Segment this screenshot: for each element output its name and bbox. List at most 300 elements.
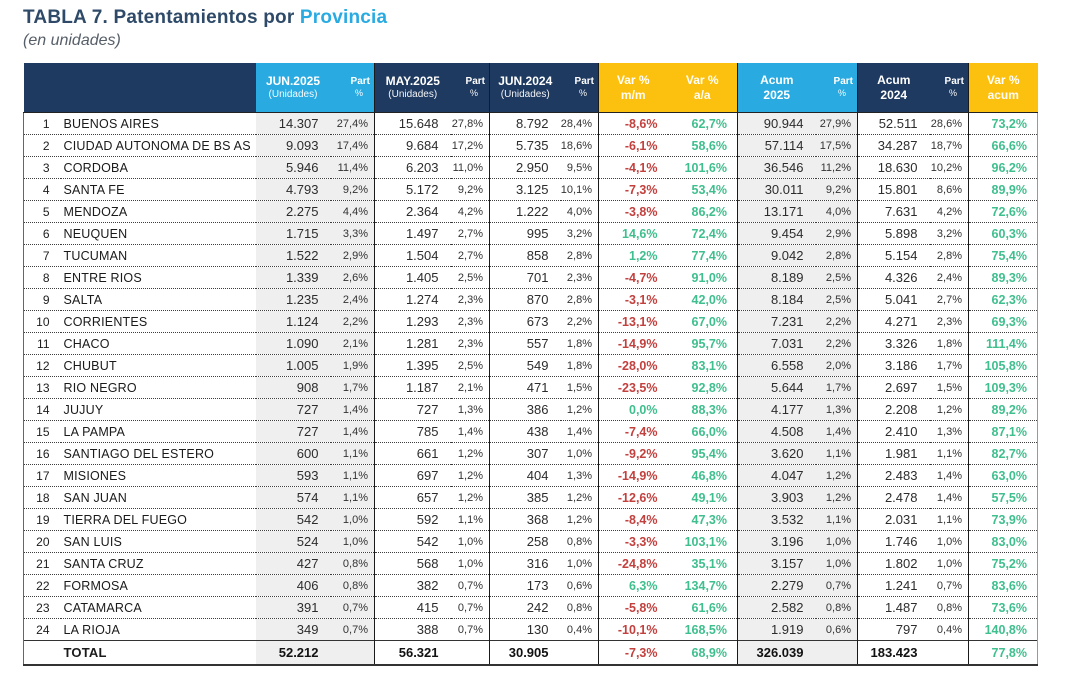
acum2024-units: 3.186 [858,355,930,377]
acum2024-part: 0,4% [930,619,969,641]
header-may2025-label: MAY.2025 [385,73,440,88]
may2025-units: 727 [375,399,451,421]
may2025-units: 415 [375,597,451,619]
jun2025-part: 1,1% [331,465,375,487]
var-aa-value: 62,7% [668,113,738,135]
var-mm-value: -5,8% [599,597,668,619]
var-acum-value: 82,7% [969,443,1038,465]
part-pct: % [354,88,363,99]
var-aa-value: 95,4% [668,443,738,465]
total-var-aa: 68,9% [668,641,738,665]
jun2025-units: 5.946 [256,157,331,179]
acum2024-units: 5.898 [858,223,930,245]
province-name: CHACO [61,333,256,355]
var-acum-value: 89,9% [969,179,1038,201]
jun2025-part: 4,4% [331,201,375,223]
jun2025-part: 1,0% [331,509,375,531]
may2025-part: 27,8% [451,113,490,135]
acum2024-units: 1.981 [858,443,930,465]
var-mm-value: -7,3% [599,179,668,201]
province-name: LA PAMPA [61,421,256,443]
row-number: 1 [24,113,61,135]
acum2024-units: 1.487 [858,597,930,619]
jun2025-units: 1.124 [256,311,331,333]
var-acum-value: 60,3% [969,223,1038,245]
jun2025-part: 1,9% [331,355,375,377]
table-row [24,597,1038,619]
may2025-units: 2.364 [375,201,451,223]
acum2025-part: 1,0% [816,553,858,575]
acum2025-part: 2,9% [816,223,858,245]
var-mm-value: -6,1% [599,135,668,157]
total-var-mm: -7,3% [599,641,668,665]
var-mm-value: -3,8% [599,201,668,223]
acum2024-units: 1.241 [858,575,930,597]
acum2025-part: 11,2% [816,157,858,179]
jun2025-part: 2,9% [331,245,375,267]
acum2025-part: 2,8% [816,245,858,267]
province-name: NEUQUEN [61,223,256,245]
row-number: 8 [24,267,61,289]
may2025-units: 6.203 [375,157,451,179]
acum2024-part: 1,4% [930,487,969,509]
jun2024-units: 173 [490,575,561,597]
table-row [24,377,1038,399]
var-mm-value: 6,3% [599,575,668,597]
row-number: 7 [24,245,61,267]
jun2024-units: 438 [490,421,561,443]
page-subtitle: (en unidades) [23,31,121,49]
jun2025-part: 0,7% [331,619,375,641]
table-row [24,245,1038,267]
may2025-part: 2,3% [451,333,490,355]
may2025-units: 1.504 [375,245,451,267]
jun2025-units: 9.093 [256,135,331,157]
var-aa-value: 49,1% [668,487,738,509]
acum2024-part: 1,2% [930,399,969,421]
row-number: 10 [24,311,61,333]
var-mm-value: -24,8% [599,553,668,575]
acum2025-part: 1,2% [816,465,858,487]
table-row [24,619,1038,641]
row-number: 15 [24,421,61,443]
acum2024-part: 1,1% [930,509,969,531]
var-acum-value: 57,5% [969,487,1038,509]
acum2024-part: 2,4% [930,267,969,289]
jun2025-units: 427 [256,553,331,575]
table-row [24,399,1038,421]
jun2024-part: 1,8% [561,333,599,355]
var-aa-value: 72,4% [668,223,738,245]
var-acum-value: 73,9% [969,509,1038,531]
table-row [24,421,1038,443]
may2025-units: 542 [375,531,451,553]
jun2024-units: 1.222 [490,201,561,223]
acum2025-units: 6.558 [738,355,816,377]
jun2025-part: 1,0% [331,531,375,553]
jun2025-units: 600 [256,443,331,465]
may2025-part: 0,7% [451,619,490,641]
may2025-units: 661 [375,443,451,465]
acum2025-units: 90.944 [738,113,816,135]
table-row [24,465,1038,487]
jun2024-units: 258 [490,531,561,553]
province-name: SAN JUAN [61,487,256,509]
header-var-mm [599,63,668,113]
var-aa-value: 53,4% [668,179,738,201]
var-aa-label: Var % [685,72,719,87]
var-aa-value: 83,1% [668,355,738,377]
header-acum2024 [858,63,930,113]
may2025-part: 0,7% [451,575,490,597]
var-aa-value: 103,1% [668,531,738,553]
row-number: 11 [24,333,61,355]
page-title [23,7,1077,30]
header-acum2024-part [930,63,969,113]
acum2025-units: 36.546 [738,157,816,179]
total-jun2024: 30.905 [490,641,561,665]
table-row [24,355,1038,377]
jun2025-units: 1.090 [256,333,331,355]
page-title-accent: Provincia [299,7,388,28]
may2025-part: 1,1% [451,509,490,531]
jun2024-part: 1,4% [561,421,599,443]
var-mm-value: -28,0% [599,355,668,377]
acum2025-units: 9.042 [738,245,816,267]
jun2024-units: 316 [490,553,561,575]
row-number: 18 [24,487,61,509]
var-aa-value: 91,0% [668,267,738,289]
var-mm-value: -14,9% [599,333,668,355]
acum2024-part: 1,0% [930,553,969,575]
acum2025-sub: 2025 [763,87,791,102]
province-name: CORDOBA [61,157,256,179]
province-name: CHUBUT [61,355,256,377]
header-jun2024 [490,63,561,113]
acum2025-units: 7.231 [738,311,816,333]
table-row [24,311,1038,333]
header-may2025-sub: (Unidades) [388,88,438,100]
may2025-units: 1.281 [375,333,451,355]
may2025-part: 1,3% [451,399,490,421]
var-mm-value: -7,4% [599,421,668,443]
var-aa-value: 35,1% [668,553,738,575]
var-mm-value: -9,2% [599,443,668,465]
may2025-units: 657 [375,487,451,509]
jun2024-units: 368 [490,509,561,531]
jun2025-units: 1.005 [256,355,331,377]
row-number: 3 [24,157,61,179]
jun2025-part: 17,4% [331,135,375,157]
may2025-part: 17,2% [451,135,490,157]
var-mm-sub: m/m [620,87,646,102]
var-aa-value: 101,6% [668,157,738,179]
acum2025-units: 9.454 [738,223,816,245]
may2025-part: 0,7% [451,597,490,619]
header-acum2025-part [816,63,858,113]
total-jun2025: 52.212 [256,641,331,665]
may2025-part: 4,2% [451,201,490,223]
var-acum-value: 96,2% [969,157,1038,179]
acum2025-part: 4,0% [816,201,858,223]
province-name: TIERRA DEL FUEGO [61,509,256,531]
may2025-part: 2,5% [451,355,490,377]
jun2024-units: 385 [490,487,561,509]
acum2025-part: 2,5% [816,289,858,311]
acum2024-units: 1.802 [858,553,930,575]
may2025-units: 592 [375,509,451,531]
province-name: RIO NEGRO [61,377,256,399]
acum2025-units: 2.582 [738,597,816,619]
province-name: CIUDAD AUTONOMA DE BS AS [61,135,256,157]
header-jun2025 [256,63,331,113]
var-acum-value: 83,0% [969,531,1038,553]
table-row [24,553,1038,575]
jun2025-part: 1,1% [331,443,375,465]
jun2024-units: 307 [490,443,561,465]
jun2025-units: 593 [256,465,331,487]
jun2024-part: 1,3% [561,465,599,487]
var-acum-value: 140,8% [969,619,1038,641]
var-mm-value: -14,9% [599,465,668,487]
acum2024-units: 15.801 [858,179,930,201]
total-var-acum: 77,8% [969,641,1038,665]
jun2024-part: 1,2% [561,509,599,531]
acum2025-part: 1,3% [816,399,858,421]
acum2024-part: 2,7% [930,289,969,311]
var-mm-value: 0,0% [599,399,668,421]
acum2024-part: 1,1% [930,443,969,465]
jun2024-units: 870 [490,289,561,311]
jun2024-units: 8.792 [490,113,561,135]
var-aa-value: 95,7% [668,333,738,355]
patentamientos-table [23,63,1038,666]
header-may2025 [375,63,451,113]
var-acum-value: 75,4% [969,245,1038,267]
var-acum-value: 63,0% [969,465,1038,487]
province-name: TUCUMAN [61,245,256,267]
acum2024-part: 1,5% [930,377,969,399]
total-may2025: 56.321 [375,641,451,665]
var-aa-value: 86,2% [668,201,738,223]
province-name: FORMOSA [61,575,256,597]
jun2024-part: 0,4% [561,619,599,641]
may2025-part: 1,0% [451,553,490,575]
province-name: SALTA [61,289,256,311]
jun2025-part: 2,1% [331,333,375,355]
row-number: 4 [24,179,61,201]
acum2024-units: 2.478 [858,487,930,509]
acum2024-part: 18,7% [930,135,969,157]
acum2025-part: 9,2% [816,179,858,201]
jun2024-part: 28,4% [561,113,599,135]
header-may2025-part [451,63,490,113]
table-row [24,289,1038,311]
var-mm-value: 14,6% [599,223,668,245]
jun2024-units: 701 [490,267,561,289]
row-number: 23 [24,597,61,619]
acum2024-part: 28,6% [930,113,969,135]
var-acum-value: 73,2% [969,113,1038,135]
acum2024-part: 3,2% [930,223,969,245]
jun2025-part: 1,4% [331,399,375,421]
province-name: MISIONES [61,465,256,487]
jun2025-units: 391 [256,597,331,619]
jun2024-units: 995 [490,223,561,245]
may2025-part: 1,4% [451,421,490,443]
total-may2025-part [451,641,490,665]
jun2024-units: 471 [490,377,561,399]
acum2024-part: 1,3% [930,421,969,443]
var-mm-value: -13,1% [599,311,668,333]
table-row [24,157,1038,179]
row-number: 24 [24,619,61,641]
acum2025-part: 0,8% [816,597,858,619]
acum2025-units: 8.189 [738,267,816,289]
var-mm-value: -10,1% [599,619,668,641]
total-jun2024-part [561,641,599,665]
var-aa-value: 61,6% [668,597,738,619]
may2025-units: 1.293 [375,311,451,333]
acum2025-part: 2,2% [816,311,858,333]
jun2024-units: 858 [490,245,561,267]
table-row [24,531,1038,553]
acum2025-units: 3.157 [738,553,816,575]
part-pct: % [469,88,478,99]
var-aa-value: 168,5% [668,619,738,641]
jun2025-part: 0,8% [331,553,375,575]
acum2025-part: 2,5% [816,267,858,289]
jun2025-part: 1,1% [331,487,375,509]
acum2025-part: 1,1% [816,509,858,531]
row-number: 16 [24,443,61,465]
jun2024-part: 0,8% [561,597,599,619]
var-mm-value: -12,6% [599,487,668,509]
var-aa-value: 77,4% [668,245,738,267]
jun2024-units: 242 [490,597,561,619]
jun2025-part: 1,7% [331,377,375,399]
acum2024-part: 4,2% [930,201,969,223]
province-name: SANTIAGO DEL ESTERO [61,443,256,465]
row-number: 9 [24,289,61,311]
table-header [24,63,1038,113]
header-var-aa [668,63,738,113]
jun2024-part: 18,6% [561,135,599,157]
jun2025-part: 11,4% [331,157,375,179]
part-pct: % [948,88,957,99]
jun2024-part: 0,6% [561,575,599,597]
acum2024-part: 10,2% [930,157,969,179]
may2025-part: 2,3% [451,311,490,333]
header-var-acum [969,63,1038,113]
var-aa-value: 92,8% [668,377,738,399]
province-name: SANTA CRUZ [61,553,256,575]
var-mm-value: -8,4% [599,509,668,531]
table-row [24,443,1038,465]
may2025-part: 1,2% [451,443,490,465]
jun2024-part: 2,8% [561,289,599,311]
acum2024-sub: 2024 [880,87,908,102]
jun2025-units: 406 [256,575,331,597]
acum2025-label: Acum [760,72,794,87]
table-row [24,135,1038,157]
may2025-units: 1.395 [375,355,451,377]
jun2024-units: 3.125 [490,179,561,201]
acum2024-units: 3.326 [858,333,930,355]
jun2025-units: 574 [256,487,331,509]
var-aa-value: 46,8% [668,465,738,487]
var-aa-value: 47,3% [668,509,738,531]
part-label: Part [833,75,853,87]
acum2024-part: 8,6% [930,179,969,201]
acum2025-part: 1,0% [816,531,858,553]
acum2025-part: 1,4% [816,421,858,443]
jun2024-part: 1,2% [561,487,599,509]
jun2025-part: 2,2% [331,311,375,333]
part-label: Part [465,75,485,87]
total-acum2025-part [816,641,858,665]
province-name: CORRIENTES [61,311,256,333]
row-number: 19 [24,509,61,531]
acum2025-units: 1.919 [738,619,816,641]
acum2025-units: 3.903 [738,487,816,509]
jun2025-units: 1.339 [256,267,331,289]
province-name: JUJUY [61,399,256,421]
row-number: 5 [24,201,61,223]
var-acum-value: 75,2% [969,553,1038,575]
total-acum2025: 326.039 [738,641,816,665]
var-mm-label: Var % [616,72,650,87]
may2025-units: 1.405 [375,267,451,289]
jun2024-units: 549 [490,355,561,377]
table-row [24,575,1038,597]
header-jun2025-part [331,63,375,113]
table-row [24,223,1038,245]
acum2024-units: 2.410 [858,421,930,443]
jun2025-part: 2,6% [331,267,375,289]
jun2024-part: 1,8% [561,355,599,377]
may2025-units: 5.172 [375,179,451,201]
var-acum-value: 69,3% [969,311,1038,333]
row-number: 21 [24,553,61,575]
acum2024-units: 2.031 [858,509,930,531]
header-jun2024-sub: (Unidades) [500,88,550,100]
acum2025-units: 3.620 [738,443,816,465]
var-mm-value: -4,1% [599,157,668,179]
jun2025-units: 2.275 [256,201,331,223]
var-acum-sub: acum [987,87,1019,102]
var-acum-value: 109,3% [969,377,1038,399]
jun2025-part: 0,8% [331,575,375,597]
var-aa-value: 88,3% [668,399,738,421]
acum2025-part: 17,5% [816,135,858,157]
var-acum-value: 89,2% [969,399,1038,421]
table-row [24,509,1038,531]
province-name: ENTRE RIOS [61,267,256,289]
var-acum-value: 111,4% [969,333,1038,355]
total-row [24,641,1038,665]
province-name: CATAMARCA [61,597,256,619]
var-acum-value: 72,6% [969,201,1038,223]
may2025-units: 15.648 [375,113,451,135]
may2025-part: 2,7% [451,245,490,267]
jun2025-units: 727 [256,399,331,421]
row-number: 22 [24,575,61,597]
acum2024-part: 0,8% [930,597,969,619]
row-number: 12 [24,355,61,377]
may2025-units: 785 [375,421,451,443]
row-number: 14 [24,399,61,421]
